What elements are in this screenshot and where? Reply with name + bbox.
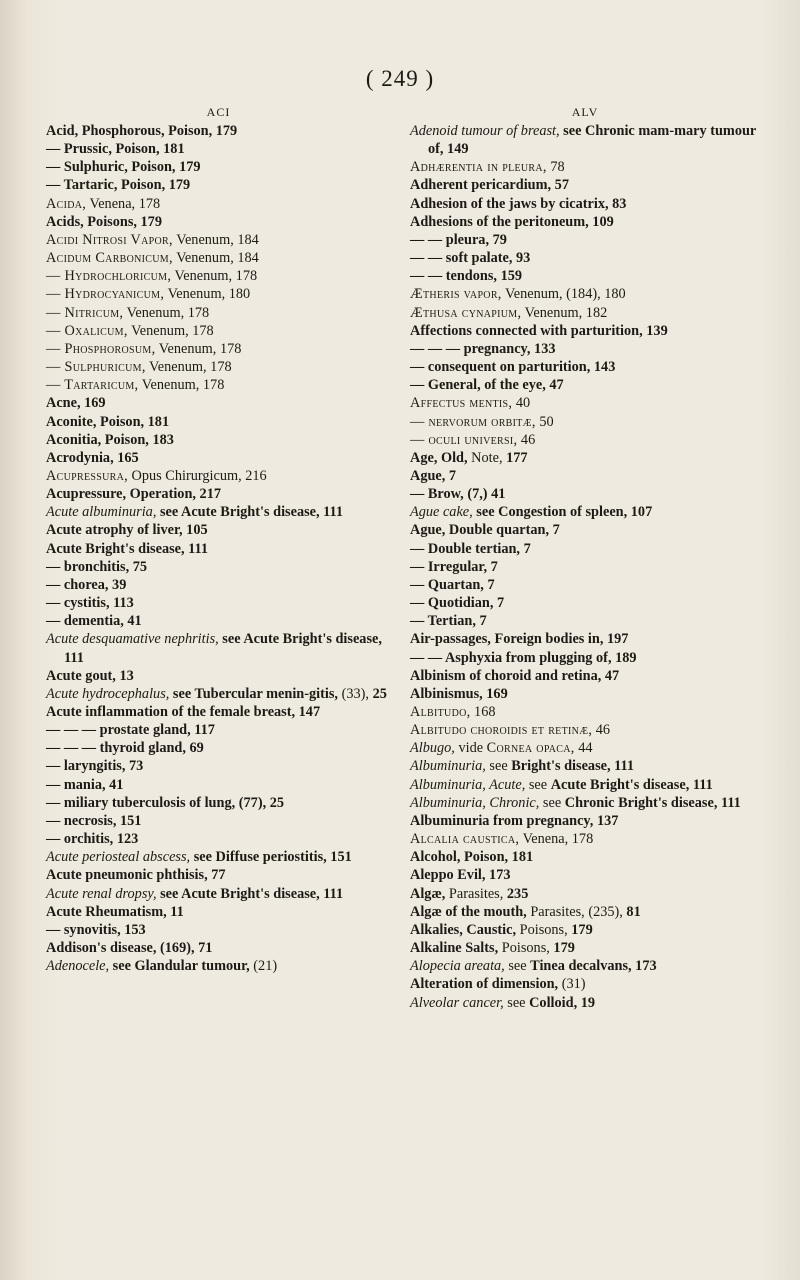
entry-text: — consequent on parturition, 143 xyxy=(410,359,616,376)
index-entry xyxy=(410,503,760,521)
index-entry xyxy=(410,866,760,884)
index-entry xyxy=(46,866,391,884)
entry-text: Ague, Double quartan, 7 xyxy=(410,522,560,539)
entry-text: Adenoid tumour of breast, xyxy=(410,123,560,139)
entry-text: (33), xyxy=(341,685,369,702)
entry-text: — Brow, (7,) 41 xyxy=(410,486,506,503)
entry-text: Adherent pericardium, 57 xyxy=(410,177,569,194)
entry-text: Bright's disease, 111 xyxy=(511,758,634,775)
index-entry xyxy=(410,394,760,412)
entry-text: Venenum, 178 xyxy=(145,359,232,376)
entry-text: 179 xyxy=(567,921,593,938)
index-entry xyxy=(410,195,760,213)
index-entry xyxy=(410,122,760,158)
index-entry xyxy=(410,431,760,449)
entry-text: Poisons, xyxy=(519,921,568,938)
entry-text: Venenum, 178 xyxy=(138,377,225,394)
entry-text: Acute pneumonic phthisis, 77 xyxy=(46,867,226,884)
entry-text: — — Asphyxia from plugging of, 189 xyxy=(410,649,637,666)
entry-text: see xyxy=(525,776,551,793)
index-entry xyxy=(46,848,391,866)
entry-text: Aconitia, Poison, 183 xyxy=(46,431,174,448)
entry-text: Acids, Poisons, 179 xyxy=(46,213,162,230)
index-entry xyxy=(46,195,391,213)
entry-text: see Acute Bright's disease, 111 xyxy=(156,885,344,902)
index-entry xyxy=(410,649,760,667)
index-entry xyxy=(46,721,391,739)
index-entry xyxy=(410,885,760,903)
index-entry xyxy=(410,975,760,993)
entry-text: 50 xyxy=(535,413,554,430)
index-entry xyxy=(46,558,391,576)
entry-text: Acute gout, 13 xyxy=(46,667,134,684)
entry-text: Note, xyxy=(471,449,503,466)
entry-text: — necrosis, 151 xyxy=(46,812,142,829)
entry-text: Parasites, xyxy=(448,885,504,902)
index-entry xyxy=(410,558,760,576)
entry-text: Venenum, 178 xyxy=(171,268,258,285)
entry-text: Acute Bright's disease, 111 xyxy=(46,540,209,557)
entry-text: Venena, 178 xyxy=(519,831,594,848)
index-entry xyxy=(410,322,760,340)
column-header: ALV xyxy=(571,105,599,119)
index-entry xyxy=(46,540,391,558)
entry-text: — synovitis, 153 xyxy=(46,921,146,938)
entry-text: Acid, Phosphorous, Poison, 179 xyxy=(46,123,238,139)
entry-text: Algæ, xyxy=(410,885,449,902)
entry-text: Addison's disease, (169), 71 xyxy=(46,940,213,957)
entry-text: Albitudo choroidis et retinæ, xyxy=(410,722,593,739)
index-entry xyxy=(410,158,760,176)
entry-text: Aconite, Poison, 181 xyxy=(46,413,170,430)
entry-text: — dementia, 41 xyxy=(46,613,142,630)
index-entry xyxy=(46,903,391,921)
index-entry xyxy=(410,757,760,775)
entry-text: — Oxalicum, xyxy=(46,322,128,339)
index-entry xyxy=(410,285,760,303)
index-column-left xyxy=(46,104,391,975)
entry-text: Venenum, 184 xyxy=(172,250,259,267)
entry-text: — — — thyroid gland, 69 xyxy=(46,740,204,757)
index-entry xyxy=(410,794,760,812)
entry-text: Acidi Nitrosi Vapor, xyxy=(46,231,173,248)
entry-text: Venenum, 180 xyxy=(164,286,251,303)
entry-text: Parasites, (235), xyxy=(530,903,623,920)
entry-text: Æthusa cynapium, xyxy=(410,304,522,321)
index-entry xyxy=(410,249,760,267)
entry-text: Air-passages, Foreign bodies in, 197 xyxy=(410,631,629,648)
entry-text: — Tartaric, Poison, 179 xyxy=(46,177,191,194)
index-entry xyxy=(46,413,391,431)
entry-text: Adhærentia in pleura, xyxy=(410,159,547,176)
entry-text: — Tertian, 7 xyxy=(410,613,487,630)
entry-text: Venenum, 178 xyxy=(155,340,242,357)
entry-text: see xyxy=(539,794,565,811)
entry-text: Alcohol, Poison, 181 xyxy=(410,849,534,866)
entry-text: Venenum, 182 xyxy=(521,304,608,321)
entry-text: see Acute Bright's disease, 111 xyxy=(156,504,344,521)
entry-text: — — pleura, 79 xyxy=(410,231,507,248)
entry-text: Alkalies, Caustic, xyxy=(410,921,520,938)
entry-text: Alkaline Salts, xyxy=(410,940,502,957)
entry-text: — Nitricum, xyxy=(46,304,124,321)
page-number: ( 249 ) xyxy=(365,66,435,91)
index-entry xyxy=(46,340,391,358)
entry-list xyxy=(410,122,760,1012)
entry-text: Cornea opaca, xyxy=(486,740,575,757)
entry-text: — oculi universi, xyxy=(410,431,518,448)
index-entry xyxy=(46,358,391,376)
index-entry xyxy=(410,413,760,431)
entry-text: — chorea, 39 xyxy=(46,576,127,593)
entry-text: — Double tertian, 7 xyxy=(410,540,531,557)
index-entry xyxy=(410,576,760,594)
index-entry xyxy=(46,612,391,630)
entry-text: 40 xyxy=(512,395,531,412)
index-entry xyxy=(46,630,391,666)
entry-text: Venenum, 178 xyxy=(127,322,214,339)
entry-text: — bronchitis, 75 xyxy=(46,558,148,575)
entry-text: — Quartan, 7 xyxy=(410,576,495,593)
index-entry xyxy=(46,485,391,503)
entry-text: Acne, 169 xyxy=(46,395,106,412)
index-entry xyxy=(410,485,760,503)
index-entry xyxy=(46,140,391,158)
index-entry xyxy=(410,630,760,648)
index-entry xyxy=(410,340,760,358)
index-entry xyxy=(410,739,760,757)
index-entry xyxy=(46,394,391,412)
entry-text: — Prussic, Poison, 181 xyxy=(46,141,185,158)
entry-text: Opus Chirurgicum, 216 xyxy=(127,467,267,484)
entry-text: Albuminuria, xyxy=(410,758,486,775)
entry-text: Acute Bright's disease, 111 xyxy=(550,776,713,793)
index-entry xyxy=(46,794,391,812)
index-entry xyxy=(46,431,391,449)
entry-text: Acute desquamative nephritis, xyxy=(46,631,219,648)
entry-text: Affectus mentis, xyxy=(410,395,513,412)
entry-text: — General, of the eye, 47 xyxy=(410,377,564,394)
entry-text: Acute inflammation of the female breast, 147 xyxy=(46,704,321,720)
entry-text: 44 xyxy=(574,740,593,757)
entry-text: Venenum, 178 xyxy=(123,304,210,321)
index-entry xyxy=(46,667,391,685)
entry-text: Acute renal dropsy, xyxy=(46,885,157,902)
index-entry xyxy=(46,503,391,521)
entry-text: 81 xyxy=(622,903,641,920)
entry-text: Venenum, 184 xyxy=(172,231,259,248)
entry-text: Albuminuria, Acute, xyxy=(410,776,526,793)
index-entry xyxy=(410,176,760,194)
entry-text: Acute Rheumatism, 11 xyxy=(46,903,184,920)
entry-text: Venena, 178 xyxy=(86,195,161,212)
index-entry xyxy=(46,285,391,303)
entry-text: Albinismus, 169 xyxy=(410,685,508,702)
entry-text: — Sulphuricum, xyxy=(46,359,146,376)
entry-text: Aleppo Evil, 173 xyxy=(410,867,511,884)
entry-text: — miliary tuberculosis of lung, (77), 25 xyxy=(46,794,285,811)
index-entry xyxy=(46,703,391,721)
entry-text: 177 xyxy=(502,449,528,466)
index-entry xyxy=(46,576,391,594)
index-entry xyxy=(46,467,391,485)
entry-text: Algæ of the mouth, xyxy=(410,903,531,920)
entry-text: Acupressura, xyxy=(46,467,128,484)
index-entry xyxy=(46,594,391,612)
entry-text: 235 xyxy=(503,885,529,902)
index-entry xyxy=(410,848,760,866)
entry-text: Acute hydrocephalus, xyxy=(46,685,170,702)
entry-text: Affections connected with parturition, 139 xyxy=(410,322,668,339)
index-entry xyxy=(410,703,760,721)
entry-text: see xyxy=(485,758,512,775)
index-entry xyxy=(46,122,391,140)
entry-text: Acute albuminuria, xyxy=(46,504,157,521)
index-entry xyxy=(410,376,760,394)
entry-text: — — tendons, 159 xyxy=(410,268,523,285)
entry-text: Tinea decalvans, 173 xyxy=(530,958,657,975)
entry-text: see xyxy=(504,958,531,975)
entry-text: Alcalia caustica, xyxy=(410,831,520,848)
entry-text: 78 xyxy=(546,159,565,176)
column-header: ACI xyxy=(206,105,231,119)
entry-text: Acrodynia, 165 xyxy=(46,449,139,466)
index-entry xyxy=(46,757,391,775)
entry-text: Poisons, xyxy=(501,940,550,957)
index-entry xyxy=(46,267,391,285)
entry-text: — — — pregnancy, 133 xyxy=(410,340,556,357)
index-entry xyxy=(410,721,760,739)
index-entry xyxy=(46,213,391,231)
entry-text: Colloid, 19 xyxy=(529,994,596,1011)
index-entry xyxy=(410,939,760,957)
index-entry xyxy=(46,521,391,539)
entry-text: — Tartaricum, xyxy=(46,377,139,394)
index-entry xyxy=(46,158,391,176)
entry-text: — cystitis, 113 xyxy=(46,595,134,612)
index-entry xyxy=(46,304,391,322)
entry-text: — Hydrochloricum, xyxy=(46,268,172,285)
entry-text: Ætheris vapor, xyxy=(410,286,502,303)
index-entry xyxy=(410,830,760,848)
entry-text: Acupressure, Operation, 217 xyxy=(46,486,222,503)
entry-text: — Hydrocyanicum, xyxy=(46,286,165,303)
index-entry xyxy=(410,267,760,285)
entry-text: 168 xyxy=(470,704,496,720)
index-entry xyxy=(410,540,760,558)
entry-text: — Irregular, 7 xyxy=(410,558,498,575)
index-entry xyxy=(46,885,391,903)
entry-text: — Quotidian, 7 xyxy=(410,595,505,612)
index-entry xyxy=(46,376,391,394)
index-entry xyxy=(46,685,391,703)
entry-text: — orchitis, 123 xyxy=(46,831,139,848)
entry-text: Alopecia areata, xyxy=(410,958,505,975)
entry-text: 179 xyxy=(549,940,575,957)
index-entry xyxy=(46,249,391,267)
entry-text: Chronic Bright's disease, 111 xyxy=(564,794,741,811)
index-entry xyxy=(410,231,760,249)
entry-text: see Congestion of spleen, 107 xyxy=(472,504,653,521)
index-entry xyxy=(46,921,391,939)
index-entry xyxy=(46,776,391,794)
entry-text: Adenocele, xyxy=(46,958,110,975)
entry-text: see Chronic mam-mary tumour of, 149 xyxy=(428,123,757,158)
entry-text: 25 xyxy=(369,685,387,702)
entry-text: — nervorum orbitæ, xyxy=(410,413,536,430)
entry-list xyxy=(46,122,391,975)
entry-text: Ague cake, xyxy=(410,504,473,521)
index-entry xyxy=(46,939,391,957)
index-entry xyxy=(410,903,760,921)
index-entry xyxy=(410,612,760,630)
index-entry xyxy=(410,957,760,975)
entry-text: Adhesions of the peritoneum, 109 xyxy=(410,213,614,230)
index-entry xyxy=(46,322,391,340)
entry-text: Albugo, xyxy=(410,740,455,757)
index-entry xyxy=(46,739,391,757)
index-entry xyxy=(410,685,760,703)
entry-text: Albuminuria from pregnancy, 137 xyxy=(410,812,619,829)
entry-text: Albitudo, xyxy=(410,704,471,720)
entry-text: see Acute Bright's disease, 111 xyxy=(64,631,382,666)
entry-text: — mania, 41 xyxy=(46,776,124,793)
entry-text: Alteration of dimension, xyxy=(410,976,562,993)
entry-text: Albuminuria, Chronic, xyxy=(410,794,540,811)
entry-text: — laryngitis, 73 xyxy=(46,758,144,775)
entry-text: Acute atrophy of liver, 105 xyxy=(46,522,208,539)
index-entry xyxy=(46,231,391,249)
entry-text: see Glandular tumour, xyxy=(109,958,254,975)
entry-text: see Diffuse periostitis, 151 xyxy=(190,849,352,866)
entry-text: — Phosphorosum, xyxy=(46,340,156,357)
entry-text: Albinism of choroid and retina, 47 xyxy=(410,667,620,684)
index-entry xyxy=(410,921,760,939)
index-entry xyxy=(410,467,760,485)
entry-text: (21) xyxy=(253,958,278,975)
entry-text: see xyxy=(503,994,530,1011)
index-entry xyxy=(410,776,760,794)
entry-text: Alveolar cancer, xyxy=(410,994,504,1011)
index-entry xyxy=(410,304,760,322)
entry-text: Age, Old, xyxy=(410,449,472,466)
index-entry xyxy=(410,358,760,376)
entry-text: Acida, xyxy=(46,195,87,212)
entry-text: Acidum Carbonicum, xyxy=(46,250,173,267)
entry-text: — Sulphuric, Poison, 179 xyxy=(46,159,201,176)
entry-text: 46 xyxy=(592,722,611,739)
entry-text: (31) xyxy=(561,976,586,993)
index-entry xyxy=(410,449,760,467)
entry-text: vide xyxy=(454,740,487,757)
entry-text: — — soft palate, 93 xyxy=(410,250,531,267)
index-entry xyxy=(46,449,391,467)
index-entry xyxy=(410,994,760,1012)
index-entry xyxy=(46,812,391,830)
entry-text: — — — prostate gland, 117 xyxy=(46,722,215,739)
index-entry xyxy=(410,667,760,685)
entry-text: Ague, 7 xyxy=(410,467,457,484)
index-column-right xyxy=(410,104,760,1012)
index-entry xyxy=(46,176,391,194)
index-entry xyxy=(46,830,391,848)
entry-text: 46 xyxy=(517,431,536,448)
entry-text: Adhesion of the jaws by cicatrix, 83 xyxy=(410,195,627,212)
index-entry xyxy=(410,594,760,612)
index-entry xyxy=(46,957,391,975)
entry-text: Venenum, (184), 180 xyxy=(501,286,626,303)
index-entry xyxy=(410,521,760,539)
index-entry xyxy=(410,213,760,231)
index-entry xyxy=(410,812,760,830)
entry-text: see Tubercular menin-gitis, xyxy=(169,685,342,702)
entry-text: Acute periosteal abscess, xyxy=(46,849,191,866)
